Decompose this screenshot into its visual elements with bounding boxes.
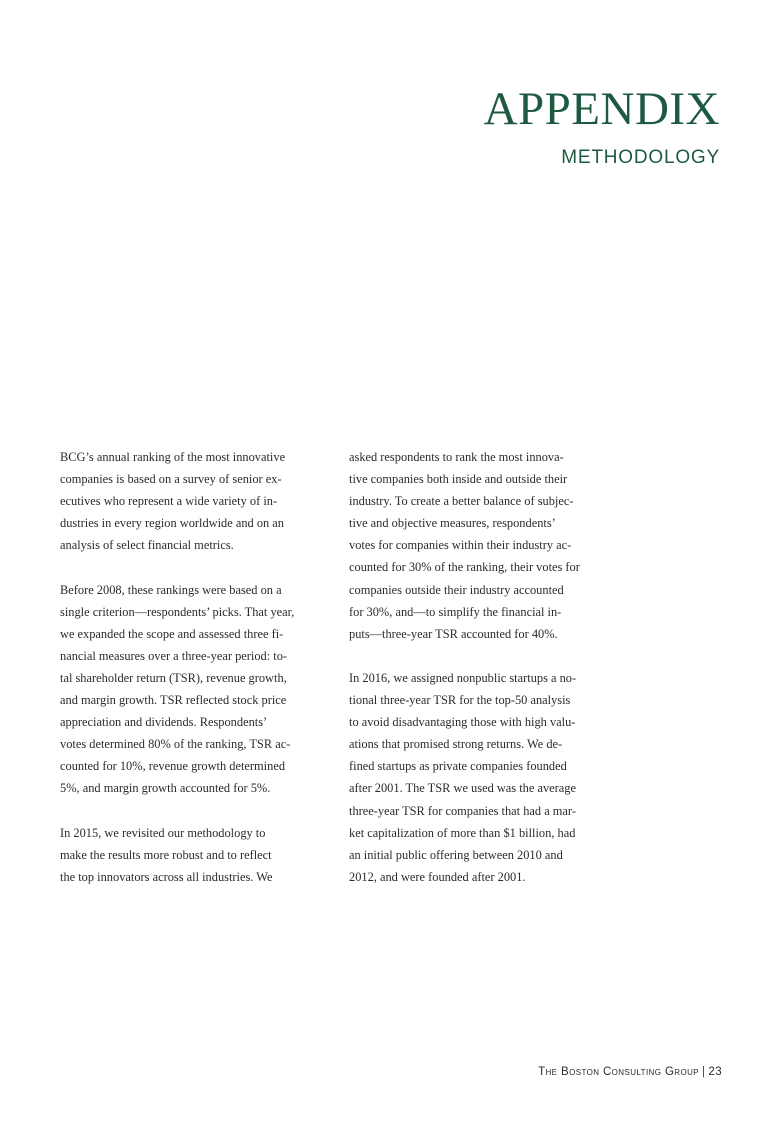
text-line: tive companies both inside and outside their xyxy=(349,472,568,487)
text-line: nancial measures over a three-year period: to- xyxy=(60,648,288,663)
text-line: single criterion—respondents’ picks. That year, xyxy=(60,604,295,619)
text-line: three-year TSR for companies that had a mar- xyxy=(349,803,576,818)
body-paragraph xyxy=(349,446,625,645)
text-line: counted for 30% of the ranking, their votes for xyxy=(349,560,580,575)
page-subtitle: METHODOLOGY xyxy=(561,147,720,168)
text-line: counted for 10%, revenue growth determined xyxy=(60,759,286,774)
text-line: appreciation and dividends. Respondents’ xyxy=(60,715,268,730)
text-line: BCG’s annual ranking of the most innovative xyxy=(60,450,286,464)
text-line: votes for companies within their industry ac- xyxy=(349,538,572,553)
text-line: ations that promised strong returns. We de- xyxy=(349,737,563,752)
body-paragraph xyxy=(349,667,625,888)
text-line: the top innovators across all industries. We xyxy=(60,869,273,884)
text-line: to avoid disadvantaging those with high valu- xyxy=(349,715,576,730)
paragraph-gap xyxy=(349,645,625,667)
page-number: 23 xyxy=(708,1066,722,1078)
text-line: 5%, and margin growth accounted for 5%. xyxy=(60,781,271,796)
text-line: an initial public offering between 2010 and xyxy=(349,847,563,862)
text-line: after 2001. The TSR we used was the average xyxy=(349,781,576,796)
body-column-left xyxy=(60,446,336,888)
text-line: asked respondents to rank the most innova- xyxy=(349,450,564,464)
text-line: tional three-year TSR for the top-50 analysis xyxy=(349,693,571,708)
text-line: 2012, and were founded after 2001. xyxy=(349,869,526,884)
text-line: for 30%, and—to simplify the financial in- xyxy=(349,604,562,619)
text-line: Before 2008, these rankings were based on a xyxy=(60,582,282,597)
text-line: make the results more robust and to reflect xyxy=(60,847,272,862)
body-paragraph xyxy=(60,822,336,888)
text-line: we expanded the scope and assessed three fi- xyxy=(60,626,284,641)
page-footer xyxy=(538,1066,722,1078)
text-line: tive and objective measures, respondents’ xyxy=(349,516,556,531)
publisher-name: The Boston Consulting Group xyxy=(538,1066,700,1078)
footer-separator: | xyxy=(702,1066,706,1078)
text-line: In 2015, we revisited our methodology to xyxy=(60,825,266,840)
text-line: votes determined 80% of the ranking, TSR ac- xyxy=(60,737,291,752)
text-line: tal shareholder return (TSR), revenue growth, xyxy=(60,670,287,685)
text-line: ecutives who represent a wide variety of in- xyxy=(60,494,278,509)
text-line: ket capitalization of more than $1 billion, had xyxy=(349,825,576,840)
text-line: industry. To create a better balance of subjec- xyxy=(349,494,574,509)
paragraph-gap xyxy=(60,556,336,578)
text-line: companies outside their industry accounted xyxy=(349,582,564,597)
text-line: analysis of select financial metrics. xyxy=(60,538,234,553)
text-line: fined startups as private companies founded xyxy=(349,759,567,774)
body-paragraph xyxy=(60,579,336,800)
body-paragraph xyxy=(60,446,336,556)
text-line: and margin growth. TSR reflected stock price xyxy=(60,693,287,708)
body-column-right xyxy=(349,446,625,888)
text-line: In 2016, we assigned nonpublic startups a no- xyxy=(349,670,577,685)
text-line: companies is based on a survey of senior ex- xyxy=(60,472,282,487)
paragraph-gap xyxy=(60,800,336,822)
text-line: dustries in every region worldwide and on an xyxy=(60,516,285,531)
text-line: puts—three-year TSR accounted for 40%. xyxy=(349,626,558,641)
page-title: APPENDIX xyxy=(483,83,720,135)
